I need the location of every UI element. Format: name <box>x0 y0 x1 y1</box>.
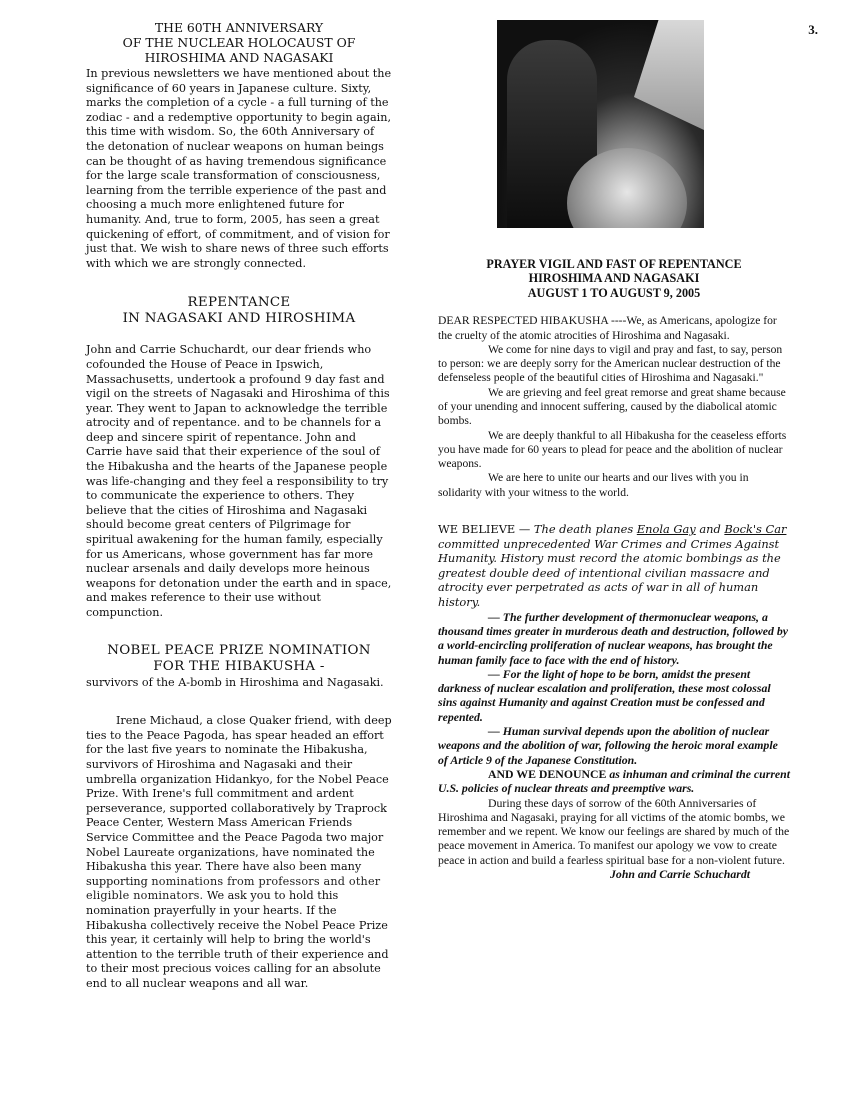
heading-line: FOR THE HIBAKUSHA - <box>153 658 325 674</box>
vigil-heading-line: HIROSHIMA AND NAGASAKI <box>528 271 700 286</box>
signature: John and Carrie Schuchardt <box>610 866 750 881</box>
photo-shirt-shape <box>634 20 704 130</box>
nobel-text-b: We ask you to hold this nomination prayerfully in your hearts. If the Hibakusha collectively receive the Nobel Peace Prize this year, it certainly will help to bring the world's attention to the terrible truth of their experience and to their most precious voices calling for an absolute end to all nuclear weapons and all war. <box>86 889 389 990</box>
prayer-vigil-photo <box>497 20 704 228</box>
vigil-heading-line: PRAYER VIGIL AND FAST OF REPENTANCE <box>486 257 742 271</box>
we-believe-section <box>438 522 790 610</box>
letter-paragraph: We are deeply thankful to all Hibakusha for the ceaseless efforts you have made for 60 years to plead for peace and the abolition of nuclear weapons. <box>438 428 787 471</box>
letter-paragraph: We are here to unite our hearts and our lives with you in solidarity with your witness to the world. <box>438 471 749 499</box>
intro-paragraph: In previous newsletters we have mentioned about the significance of 60 years in Japanese culture. Sixty, marks the completion of a cycle - a full turning of the zodiac - and a redemptive opportunity to begin again, this time with wisdom. So, the 60th Anniversary of the detonation of nuclear weapons on human beings can be thought of as having tremendous significance for the large scale transformation of consciousness, learning from the terrible experience of the past and choosing a much more enlightened future for humanity. And, true to form, 2005, has seen a great quickening of effort, of commitment, and of vision for just that. We wish to share news of three such efforts with which we are strongly connected. <box>86 67 392 270</box>
believe-point: — The further development of thermonuclear weapons, a thousand times greater in murderous death and destruction, followed by a world-encircling proliferation of nuclear weapons, has brought the human family face to face with the end of history. <box>438 609 789 667</box>
repentance-heading <box>86 295 392 327</box>
denounce-text: as inhuman and criminal the current U.S. policies of nuclear threats and preemptive wars. <box>438 766 790 796</box>
enola-gay: Enola Gay <box>636 522 696 537</box>
anniversary-title <box>86 20 392 65</box>
nobel-subtitle: survivors of the A-bomb in Hiroshima and Nagasaki. <box>86 675 384 689</box>
title-line: THE 60TH ANNIVERSARY <box>154 20 324 35</box>
nobel-text-a: Irene Michaud, a close Quaker friend, with deep ties to the Peace Pagoda, has spear headed an effort for the last five years to nominate the Hibakusha, survivors of Hiroshima and Nagasaki and their umbrella organization Hidankyo, for the Nobel Peace Prize. With Irene's full commitment and ardent perseverance, supported collaboratively by Traprock Peace Center, Western Mass American Friends Service Committee and the Peace Pagoda two major Nobel Laureate organizations, have nominated the Hibakusha this year. There have also been many supporting <box>86 714 392 888</box>
nobel-text-garbled: nominations from professors and other eligible nominators. <box>86 874 381 903</box>
believe-and: and <box>695 522 725 537</box>
page-number: 3. <box>808 22 818 37</box>
letter-paragraph: We are grieving and feel great remorse and great shame because of your unending and innocent suffering, caused by the diabolical atomic bombs. <box>438 385 786 428</box>
heading-line: IN NAGASAKI AND HIROSHIMA <box>122 311 356 327</box>
believe-lead: WE BELIEVE — <box>438 522 531 537</box>
denounce-lead: AND WE DENOUNCE <box>488 766 607 781</box>
believe-text: committed unprecedented War Crimes and Crimes Against Humanity. History must record the atomic bombings as the greatest double deed of intentional civilian massacre and atrocity ever perpetrated as acts of war in all of human history. <box>438 536 781 610</box>
bocks-car: Bock's Car <box>724 522 787 537</box>
vigil-heading <box>438 257 790 300</box>
nobel-heading <box>86 643 392 675</box>
closing-paragraph: During these days of sorrow of the 60th Anniversaries of Hiroshima and Nagasaki, praying for all victims of the atomic bombs, we remember and we repent. We know our feelings are shared by much of the peace movement in America. To manifest our apology we vow to create peace in action and build a fearless spiritual base for a non-violent future. <box>438 795 790 867</box>
title-line: OF THE NUCLEAR HOLOCAUST OF <box>122 35 356 50</box>
heading-line: NOBEL PEACE PRIZE NOMINATION <box>107 642 371 658</box>
letter-paragraph: We come for nine days to vigil and pray and fast, to say, person to person: we are deeply sorry for the American nuclear destruction of the defenseless people of the beautiful cities of Hiroshima and Nagasaki." <box>438 342 783 385</box>
heading-line: REPENTANCE <box>187 295 291 311</box>
believe-point: — For the light of hope to be born, amidst the present darkness of nuclear escalation and proliferation, these most colossal sins against Humanity and against Creation must be confessed and repented. <box>438 666 771 724</box>
right-column <box>438 20 790 881</box>
believe-paragraph <box>438 522 790 610</box>
letter-body <box>438 314 790 500</box>
believe-point: — Human survival depends upon the abolition of nuclear weapons and the abolition of war, following the heroic moral example of Article 9 of the Japanese Constitution. <box>438 724 778 767</box>
nobel-paragraph <box>86 714 392 991</box>
denounce-paragraph <box>438 767 790 796</box>
vigil-heading-line: AUGUST 1 TO AUGUST 9, 2005 <box>527 285 701 300</box>
believe-text: The death planes <box>530 522 637 537</box>
believe-points <box>438 610 790 882</box>
repentance-paragraph: John and Carrie Schuchardt, our dear friends who cofounded the House of Peace in Ipswich, Massachusetts, undertook a profound 9 day fast and vigil on the streets of Nagasaki and Hiroshima of this year. They went to Japan to acknowledge the terrible atrocity and of repentance. and to be channels for a deep and sincere spirit of repentance. John and Carrie have said that their experience of the soul of the Hibakusha and the hearts of the Japanese people was life-changing and they feel a responsibility to try to communicate the experience to others. They believe that the cities of Hiroshima and Nagasaki should become great centers of Pilgrimage for spiritual awakening for the human family, especially for us Americans, whose government has far more nuclear arsenals and daily develops more heinous weapons for detonation under the earth and in space, and makes reference to their use without compunction. <box>86 343 392 619</box>
title-line: HIROSHIMA AND NAGASAKI <box>144 50 334 65</box>
left-column <box>86 20 392 991</box>
letter-paragraph: DEAR RESPECTED HIBAKUSHA ----We, as Americans, apologize for the cruelty of the atomic atrocities of Hiroshima and Nagasaki. <box>438 314 777 342</box>
